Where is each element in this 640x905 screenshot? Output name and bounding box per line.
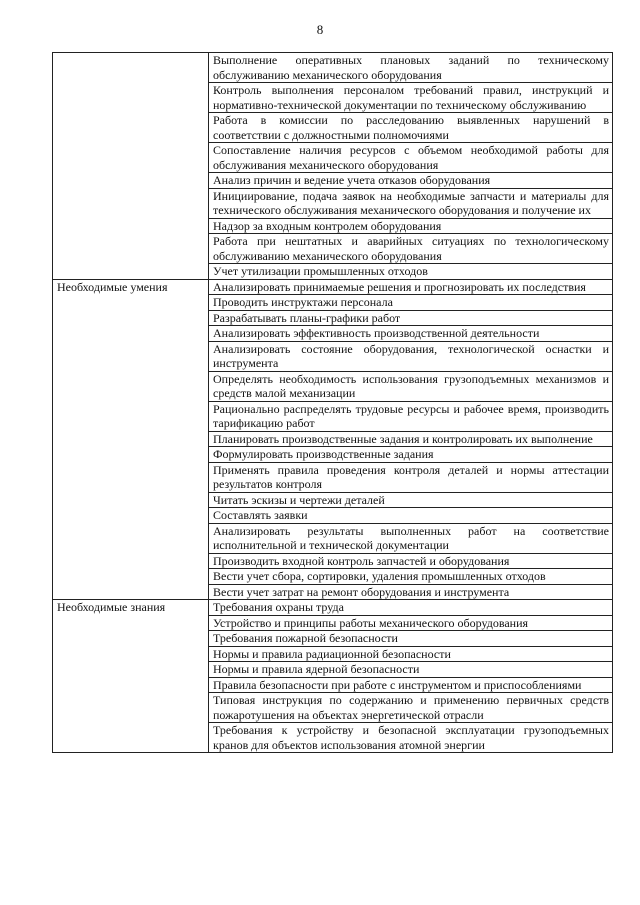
item-cell: Составлять заявки	[209, 508, 613, 524]
section-label-skills: Необходимые умения	[53, 279, 209, 600]
item-cell: Применять правила проведения контроля деталей и нормы аттестации результатов контроля	[209, 462, 613, 492]
item-cell: Анализировать результаты выполненных работ на соответствие исполнительной и технической документации	[209, 523, 613, 553]
item-cell: Вести учет сбора, сортировки, удаления промышленных отходов	[209, 569, 613, 585]
item-cell: Выполнение оперативных плановых заданий по техническому обслуживанию механического оборудования	[209, 53, 613, 83]
item-cell: Требования охраны труда	[209, 600, 613, 616]
item-cell: Устройство и принципы работы механического оборудования	[209, 615, 613, 631]
item-cell: Работа при нештатных и аварийных ситуациях по технологическому обслуживанию механического оборудования	[209, 234, 613, 264]
competency-table	[52, 52, 613, 753]
item-cell: Формулировать производственные задания	[209, 447, 613, 463]
item-cell: Правила безопасности при работе с инструментом и приспособлениями	[209, 677, 613, 693]
item-cell: Разрабатывать планы-графики работ	[209, 310, 613, 326]
item-cell: Анализировать принимаемые решения и прогнозировать их последствия	[209, 279, 613, 295]
page-number: 8	[316, 22, 324, 37]
item-cell: Вести учет затрат на ремонт оборудования и инструмента	[209, 584, 613, 600]
item-cell: Производить входной контроль запчастей и оборудования	[209, 553, 613, 569]
table-row	[53, 53, 613, 83]
item-cell: Учет утилизации промышленных отходов	[209, 264, 613, 280]
item-cell: Определять необходимость использования грузоподъемных механизмов и средств малой механизации	[209, 371, 613, 401]
item-cell: Надзор за входным контролем оборудования	[209, 218, 613, 234]
item-cell: Требования пожарной безопасности	[209, 631, 613, 647]
item-cell: Проводить инструктажи персонала	[209, 295, 613, 311]
item-cell: Анализировать эффективность производственной деятельности	[209, 326, 613, 342]
item-cell: Контроль выполнения персоналом требований правил, инструкций и нормативно-технической документации по техническому обслуживанию	[209, 83, 613, 113]
item-cell: Нормы и правила радиационной безопасности	[209, 646, 613, 662]
item-cell: Типовая инструкция по содержанию и применению первичных средств пожаротушения на объектах энергетической отрасли	[209, 693, 613, 723]
item-cell: Читать эскизы и чертежи деталей	[209, 492, 613, 508]
item-cell: Инициирование, подача заявок на необходимые запчасти и материалы для технического обслуживания механического оборудования и получение их	[209, 188, 613, 218]
section-label-knowledge: Необходимые знания	[53, 600, 209, 753]
item-cell: Анализировать состояние оборудования, технологической оснастки и инструмента	[209, 341, 613, 371]
item-cell: Анализ причин и ведение учета отказов оборудования	[209, 173, 613, 189]
section-label-activities	[53, 53, 209, 280]
table-row	[53, 600, 613, 616]
item-cell: Сопоставление наличия ресурсов с объемом необходимой работы для обслуживания механического оборудования	[209, 143, 613, 173]
item-cell: Нормы и правила ядерной безопасности	[209, 662, 613, 678]
item-cell: Планировать производственные задания и контролировать их выполнение	[209, 431, 613, 447]
item-cell: Работа в комиссии по расследованию выявленных нарушений в соответствии с должностными полномочиями	[209, 113, 613, 143]
table-row	[53, 279, 613, 295]
item-cell: Рационально распределять трудовые ресурсы и рабочее время, производить тарификацию работ	[209, 401, 613, 431]
item-cell: Требования к устройству и безопасной эксплуатации грузоподъемных кранов для объектов использования атомной энергии	[209, 723, 613, 753]
competency-table-body	[53, 53, 613, 753]
